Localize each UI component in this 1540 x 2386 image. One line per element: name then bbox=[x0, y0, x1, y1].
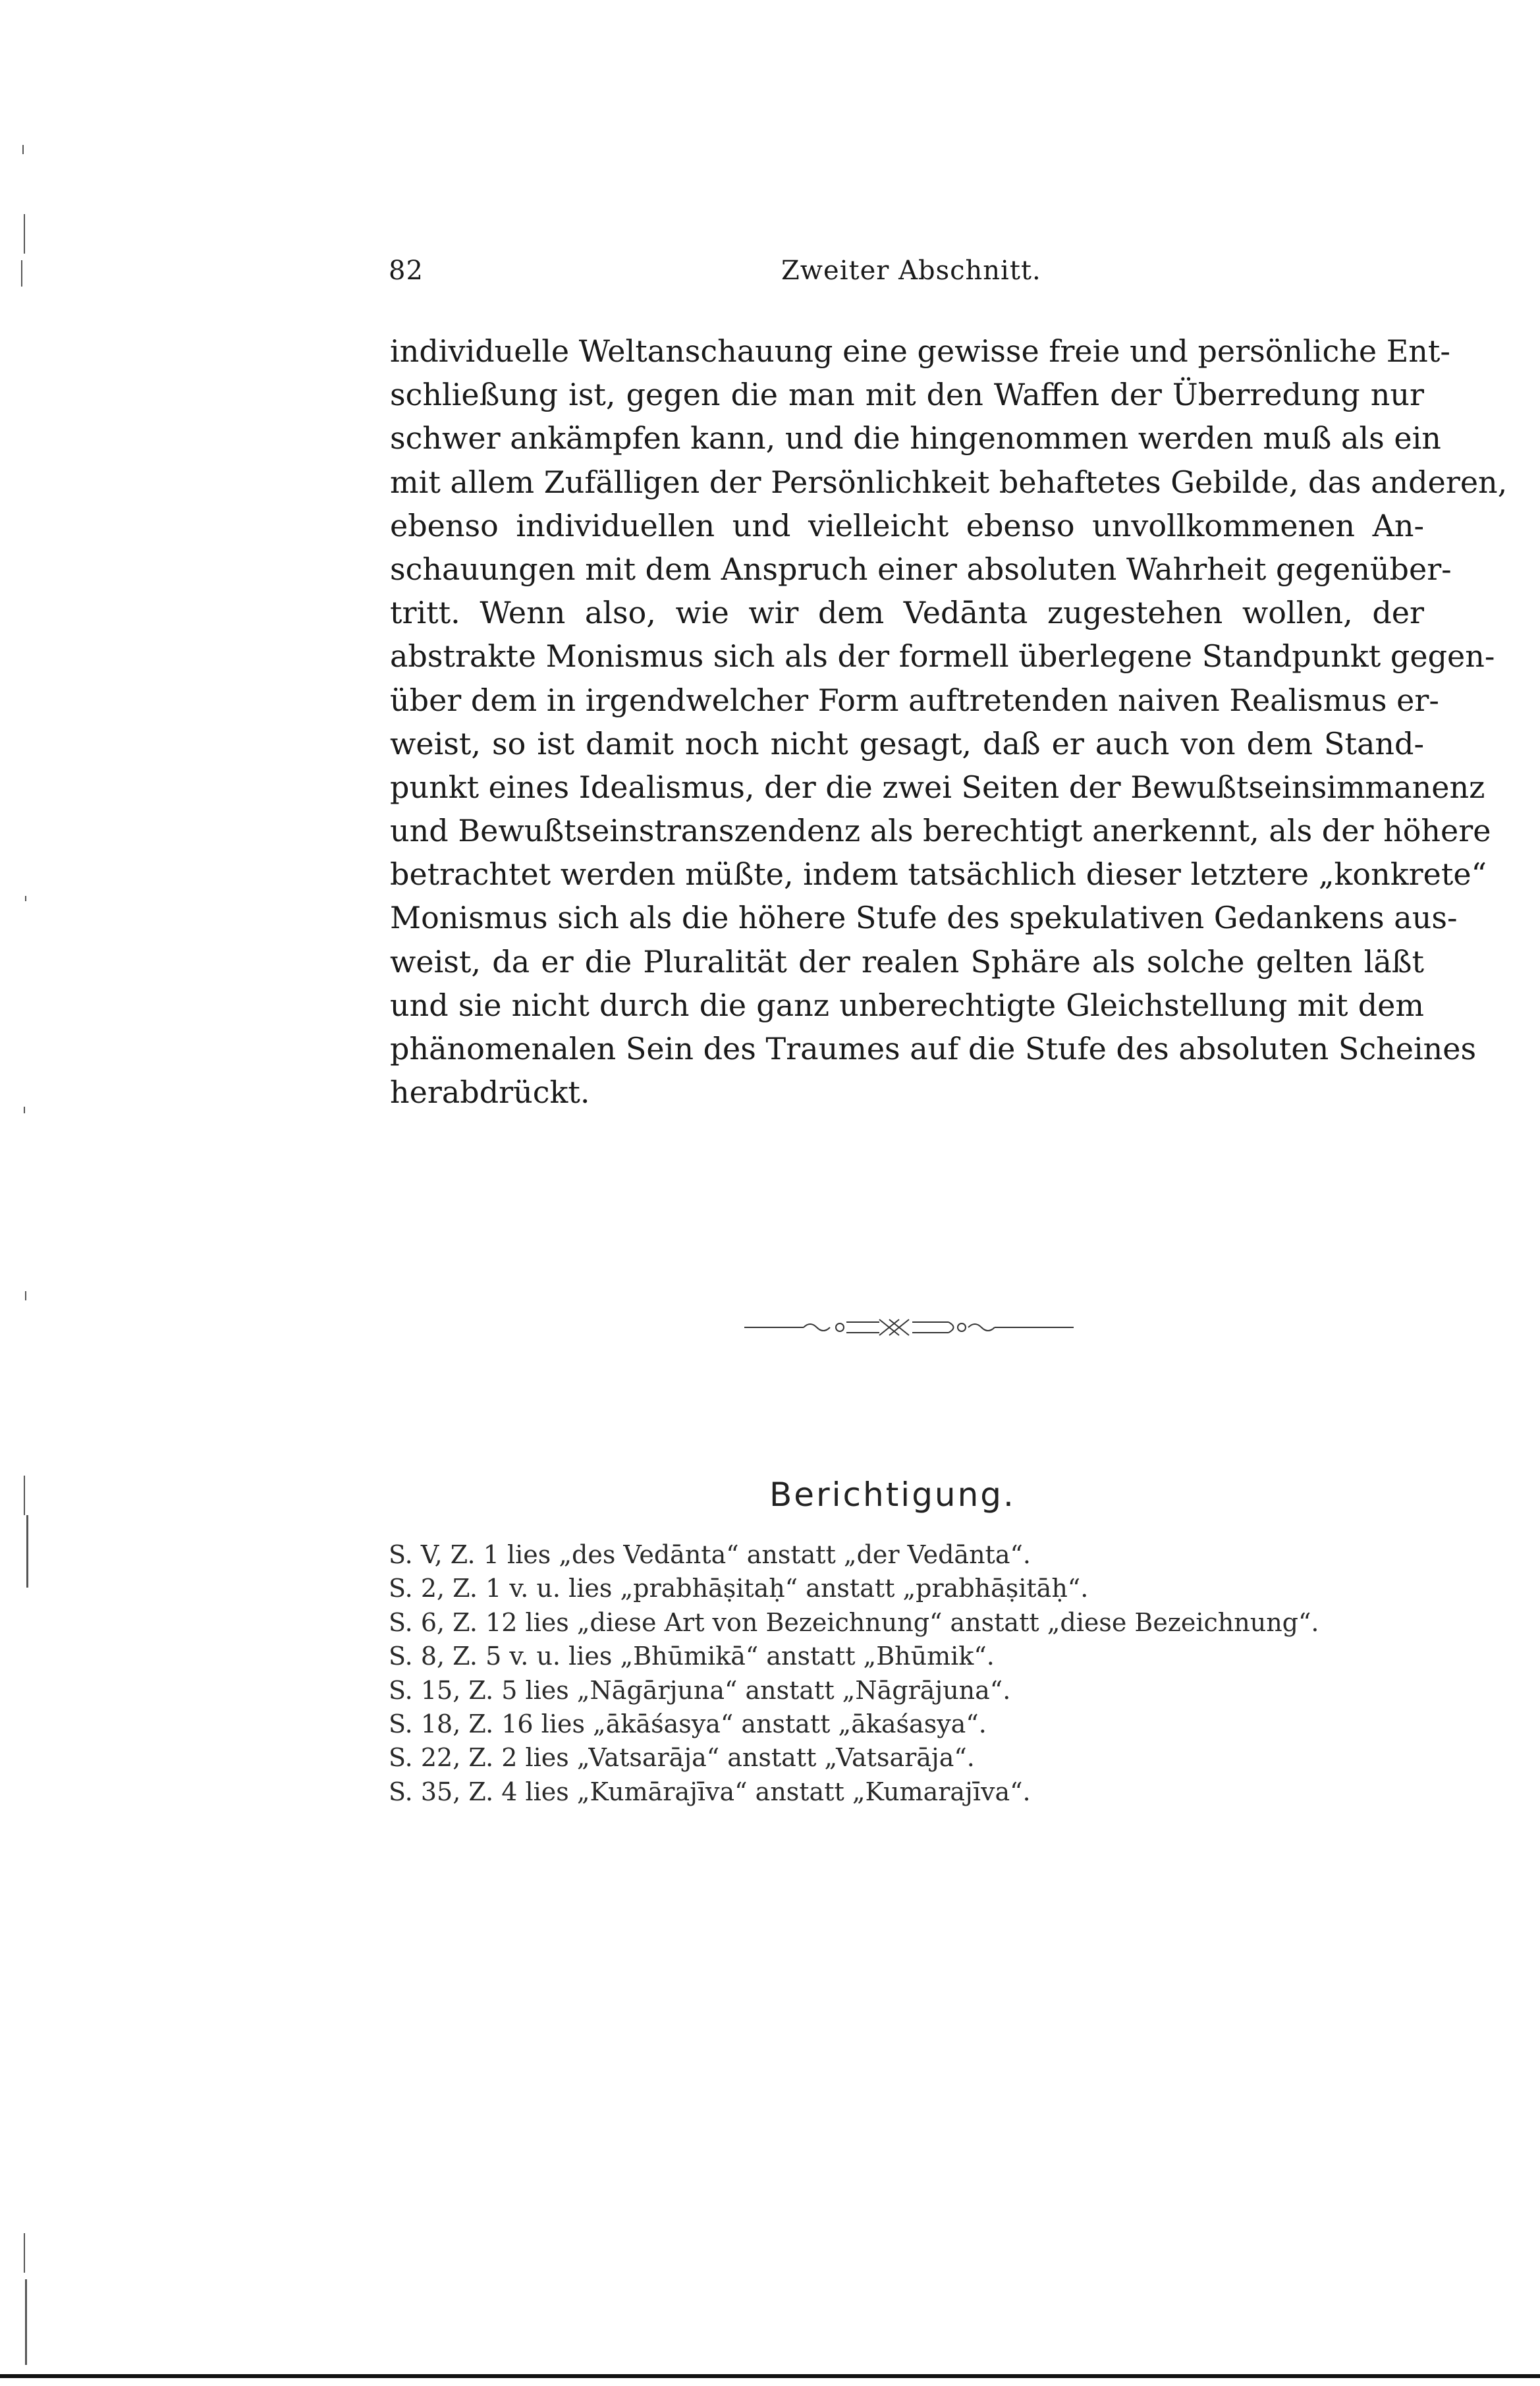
scan-edge-marks bbox=[14, 0, 34, 2386]
errata-entry: S. 22, Z. 2 lies „Vatsarāja“ anstatt „Vatsarāja“. bbox=[389, 1743, 975, 1773]
text-line: Monismus sich als die höhere Stufe des spekulativen Gedankens aus- bbox=[390, 900, 1458, 936]
errata-entry: S. 6, Z. 12 lies „diese Art von Bezeichnung“ anstatt „diese Bezeichnung“. bbox=[389, 1607, 1319, 1637]
errata-entry: S. V, Z. 1 lies „des Vedānta“ anstatt „der Vedānta“. bbox=[389, 1540, 1031, 1569]
text-line: abstrakte Monismus sich als der formell überlegene Standpunkt gegen- bbox=[390, 638, 1495, 675]
ornament-divider bbox=[744, 1314, 1074, 1341]
body-paragraph bbox=[390, 329, 1508, 1114]
text-line: über dem in irgendwelcher Form auftretenden naiven Realismus er- bbox=[390, 682, 1439, 718]
running-head-title: Zweiter Abschnitt. bbox=[781, 256, 1041, 286]
errata-entry: S. 8, Z. 5 v. u. lies „Bhūmikā“ anstatt „Bhūmik“. bbox=[389, 1642, 995, 1671]
page-number: 82 bbox=[389, 256, 424, 286]
text-line: tritt. Wenn also, wie wir dem Vedānta zugestehen wollen, der bbox=[390, 595, 1424, 631]
errata-entry: S. 18, Z. 16 lies „ākāśasya“ anstatt „ākaśasya“. bbox=[389, 1709, 987, 1739]
text-line: weist, da er die Pluralität der realen Sphäre als solche gelten läßt bbox=[390, 943, 1424, 980]
errata-entry: S. 35, Z. 4 lies „Kumārajīva“ anstatt „Kumarajīva“. bbox=[389, 1777, 1031, 1806]
text-line: phänomenalen Sein des Traumes auf die Stufe des absoluten Scheines bbox=[390, 1031, 1477, 1067]
text-line: und Bewußtseinstranszendenz als berechtigt anerkennt, als der höhere bbox=[390, 813, 1491, 849]
errata-entry: S. 15, Z. 5 lies „Nāgārjuna“ anstatt „Nāgrājuna“. bbox=[389, 1675, 1011, 1705]
text-line: ebenso individuellen und vielleicht ebenso unvollkommenen An- bbox=[390, 507, 1424, 543]
errata-entry: S. 2, Z. 1 v. u. lies „prabhāṣitaḥ“ anstatt „prabhāṣitāḥ“. bbox=[389, 1574, 1089, 1603]
text-line: punkt eines Idealismus, der die zwei Seiten der Bewußtseinsimmanenz bbox=[390, 769, 1485, 805]
text-line: individuelle Weltanschauung eine gewisse freie und persönliche Ent- bbox=[390, 333, 1450, 369]
text-line: mit allem Zufälligen der Persönlichkeit behaftetes Gebilde, das anderen, bbox=[390, 464, 1508, 500]
text-line: und sie nicht durch die ganz unberechtigte Gleichstellung mit dem bbox=[390, 987, 1424, 1023]
text-line: betrachtet werden müßte, indem tatsächlich dieser letztere „konkrete“ bbox=[390, 856, 1487, 893]
errata-list bbox=[389, 1538, 1429, 1809]
text-line: schauungen mit dem Anspruch einer absoluten Wahrheit gegenüber- bbox=[390, 551, 1452, 587]
errata-heading: Berichtigung. bbox=[769, 1476, 1016, 1514]
text-line: herabdrückt. bbox=[390, 1074, 590, 1111]
scan-bottom-edge bbox=[0, 2374, 1540, 2378]
running-head bbox=[389, 256, 1436, 295]
text-line: schwer ankämpfen kann, und die hingenommen werden muß als ein bbox=[390, 420, 1441, 457]
text-line: schließung ist, gegen die man mit den Waffen der Überredung nur bbox=[390, 377, 1424, 413]
text-line: weist, so ist damit noch nicht gesagt, daß er auch von dem Stand- bbox=[390, 725, 1424, 762]
